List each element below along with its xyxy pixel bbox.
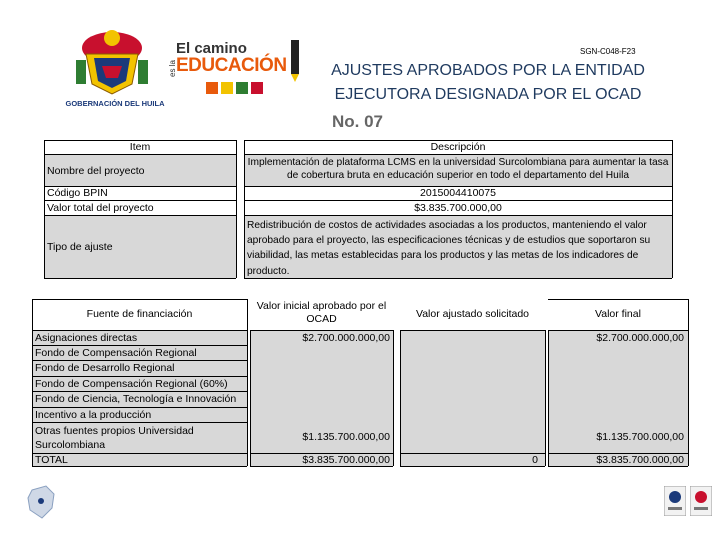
row-label-bpin-code: Código BPIN [47,187,108,199]
campaign-side-text: es la [167,60,177,77]
funding-source-label: Fondo de Compensación Regional [35,347,197,359]
column-header-description: Descripción [430,141,486,153]
funding-source-label: Fondo de Ciencia, Tecnología e Innovación [35,393,237,405]
campaign-logo [167,38,302,100]
page-title-line2: EJECUTORA DESIGNADA POR EL OCAD [334,86,642,103]
campaign-big-text: EDUCACIÓN [176,55,287,76]
footer-seal-icon [664,486,686,521]
total-final-value: $3.835.700.000,00 [596,454,684,466]
funding-source-label: Incentivo a la producción [35,409,152,421]
adjusted-value-cell [400,332,542,345]
column-header-funding-source: Fuente de financiación [86,308,193,320]
column-header-adjusted-value: Valor ajustado solicitado [415,308,530,320]
pencil-icon [290,40,300,87]
row-label-project-name: Nombre del proyecto [47,165,145,177]
adjustment-type-value: Redistribución de costos de actividades asociadas a los productos, manteniendo el valor aprobado para el proyecto, las especificaciones técnicas y de estudios que soportaron su viabilidad, las metas establecidas para los productos y las metas de los indicadores de producto. [247,220,651,277]
total-value-value: $3.835.700.000,00 [414,202,502,214]
funding-source-label: Asignaciones directas [35,332,138,344]
total-initial-value: $3.835.700.000,00 [302,454,390,466]
bpin-code-value: 2015004410075 [420,187,496,199]
project-name-value: Implementación de plataforma LCMS en la universidad Surcolombiana para aumentar la tasa de cobertura bruta en educación superior en todo el departamento del Huila [247,157,669,181]
column-header-final-value: Valor final [595,308,641,320]
huila-map-icon [24,484,60,525]
column-header-initial-value: Valor inicial aprobado por el OCAD [256,300,387,325]
campaign-icons [206,80,266,101]
final-value-cell: $2.700.000.000,00 [596,332,684,344]
form-code: SGN-C048-F23 [580,47,636,56]
row-label-total-value: Valor total del proyecto [47,202,154,214]
page-title-line1: AJUSTES APROBADOS POR LA ENTIDAD [331,62,645,79]
initial-value-cell: $2.700.000.000,00 [302,332,390,344]
column-header-item: Item [129,141,151,153]
final-value-cell: $1.135.700.000,00 [596,431,684,443]
row-label-adjustment-type: Tipo de ajuste [47,241,113,253]
total-adjusted-value: 0 [532,454,538,466]
footer-seal-icon [690,486,712,521]
initial-value-cell: $1.135.700.000,00 [302,431,390,443]
huila-coat-of-arms-logo [72,26,152,96]
funding-source-label: Fondo de Desarrollo Regional [35,362,175,374]
adjusted-value-cell [400,431,542,444]
logo-caption: GOBERNACIÓN DEL HUILA [65,99,165,108]
funding-total-label: TOTAL [35,454,68,466]
funding-source-label: Otras fuentes propios Universidad Surcolombiana [35,425,194,451]
page-subtitle: No. 07 [332,112,384,131]
funding-source-label: Fondo de Compensación Regional (60%) [35,378,228,390]
campaign-small-text: El camino [176,40,247,57]
